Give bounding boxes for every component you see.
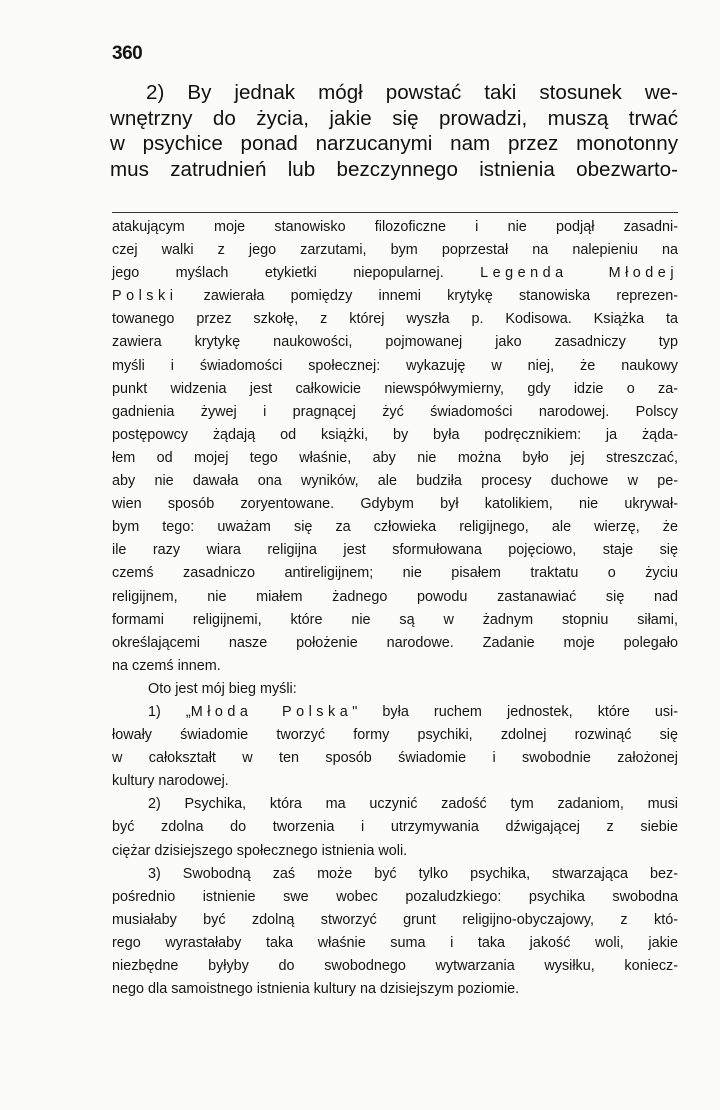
footnote-line: czej walki z jego zarzutami, bym poprzestał na nalepieniu na	[112, 242, 678, 259]
footnote-line: 2) Psychika, która ma uczynić zadość tym zadaniom, musi	[148, 796, 678, 813]
footnote-fragment: zawierała pomiędzy innemi krytykę stanowiska reprezen-	[203, 288, 678, 305]
spaced-book-title: Polski	[112, 288, 178, 305]
spaced-book-title: Legenda Młodej	[480, 265, 679, 282]
footnote-line: niezbędne byłyby do swobodnego wytwarzania wysiłku, koniecz-	[112, 958, 678, 974]
footnote-line: formami religijnemi, które nie są w żadnym stopniu siłami,	[112, 611, 678, 628]
footnote-line: czemś zasadniczo antireligijnem; nie pisałem traktatu o życiu	[112, 565, 678, 582]
footnote-line: bym tego: uważam się za człowieka religijnego, ale wierzę, że	[112, 519, 678, 536]
page-number: 360	[112, 43, 143, 64]
footnote-line	[112, 285, 678, 308]
footnote-line: musiałaby być zdolną stworzyć grunt religijno-obyczajowy, z któ-	[112, 911, 678, 928]
footnote-line: w całokształt w ten sposób świadomie i swobodnie założonej	[112, 750, 678, 767]
footnote-line: kultury narodowej.	[112, 773, 229, 790]
spaced-book-title: Młoda Polska	[190, 703, 353, 720]
main-text-line: wnętrzny do życia, jakie się prowadzi, muszą trwać	[110, 106, 678, 130]
main-text-line: w psychice ponad narzucanymi nam przez monotonny	[110, 132, 678, 155]
footnote-line: określającemi nasze położenie narodowe. Zadanie moje polegało	[112, 634, 678, 651]
footnote-line: być zdolna do tworzenia i utrzymywania dźwigającej z siebie	[112, 819, 678, 836]
footnote-line: łem od mojej tego właśnie, aby nie można było jej streszczać,	[112, 449, 678, 466]
footnote-fragment: " była ruchem jednostek, które usi-	[352, 703, 679, 720]
footnote-line	[112, 701, 678, 724]
footnote-line: na czemś innem.	[112, 657, 221, 674]
footnote	[112, 216, 678, 1001]
footnote-line: 3) Swobodną zaś może być tylko psychika, stwarzająca bez-	[148, 865, 678, 882]
footnote-line: Oto jest mój bieg myśli:	[148, 680, 297, 697]
footnote-line: ciężar dzisiejszego społecznego istnienia woli.	[112, 842, 408, 859]
footnote-line: zawiera krytykę naukowości, pojmowanej jako zasadniczy typ	[112, 334, 678, 351]
footnote-line: rego wyrastałaby taka właśnie suma i taka jakość woli, jakie	[112, 934, 678, 951]
footnote-line: aby nie dawała ona wyników, ale budziła procesy duchowe w pe-	[112, 473, 678, 490]
footnote-line: wien sposób zoryentowane. Gdybym był katolikiem, nie ukrywał-	[112, 496, 678, 513]
footnote-line: religijnem, nie miałem żadnego powodu zastanawiać się nad	[112, 588, 678, 605]
main-text-line: mus zatrudnień lub bezczynnego istnienia obezwarto-	[110, 157, 678, 181]
main-text-line: 2) By jednak mógł powstać taki stosunek we-	[146, 81, 678, 104]
footnote-line: atakującym moje stanowisko filozoficzne i nie podjął zasadni-	[112, 219, 678, 235]
main-text	[110, 80, 678, 182]
footnote-fragment: jego myślach etykietki niepopularnej.	[112, 265, 444, 282]
footnote-line: gadnienia żywej i pragnącej żyć świadomości narodowej. Polscy	[112, 403, 678, 420]
footnote-line: pośrednio istnienie swe wobec pozaludzkiego: psychika swobodna	[112, 888, 678, 905]
footnote-fragment: 1) „	[148, 703, 191, 720]
footnote-line: punkt widzenia jest całkowicie niewspółwymierny, gdy idzie o za-	[112, 380, 678, 397]
footnote-line: ile razy wiara religijna jest sformułowana pojęciowo, staje się	[112, 542, 678, 559]
footnote-line: towanego przez szkołę, z której wyszła p. Kodisowa. Książka ta	[112, 311, 678, 328]
footnote-line: łowały świadomie tworzyć formy psychiki, zdolnej rozwinąć się	[112, 727, 678, 744]
footnote-line	[112, 262, 678, 285]
footnote-line: postępowcy żądają od książki, by była podręcznikiem: ja żąda-	[112, 426, 678, 443]
footnote-line: nego dla samoistnego istnienia kultury na dzisiejszym poziomie.	[112, 981, 520, 998]
footnote-divider	[112, 212, 678, 213]
footnote-line: myśli i świadomości społecznej: wykazuję w niej, że naukowy	[112, 357, 678, 374]
